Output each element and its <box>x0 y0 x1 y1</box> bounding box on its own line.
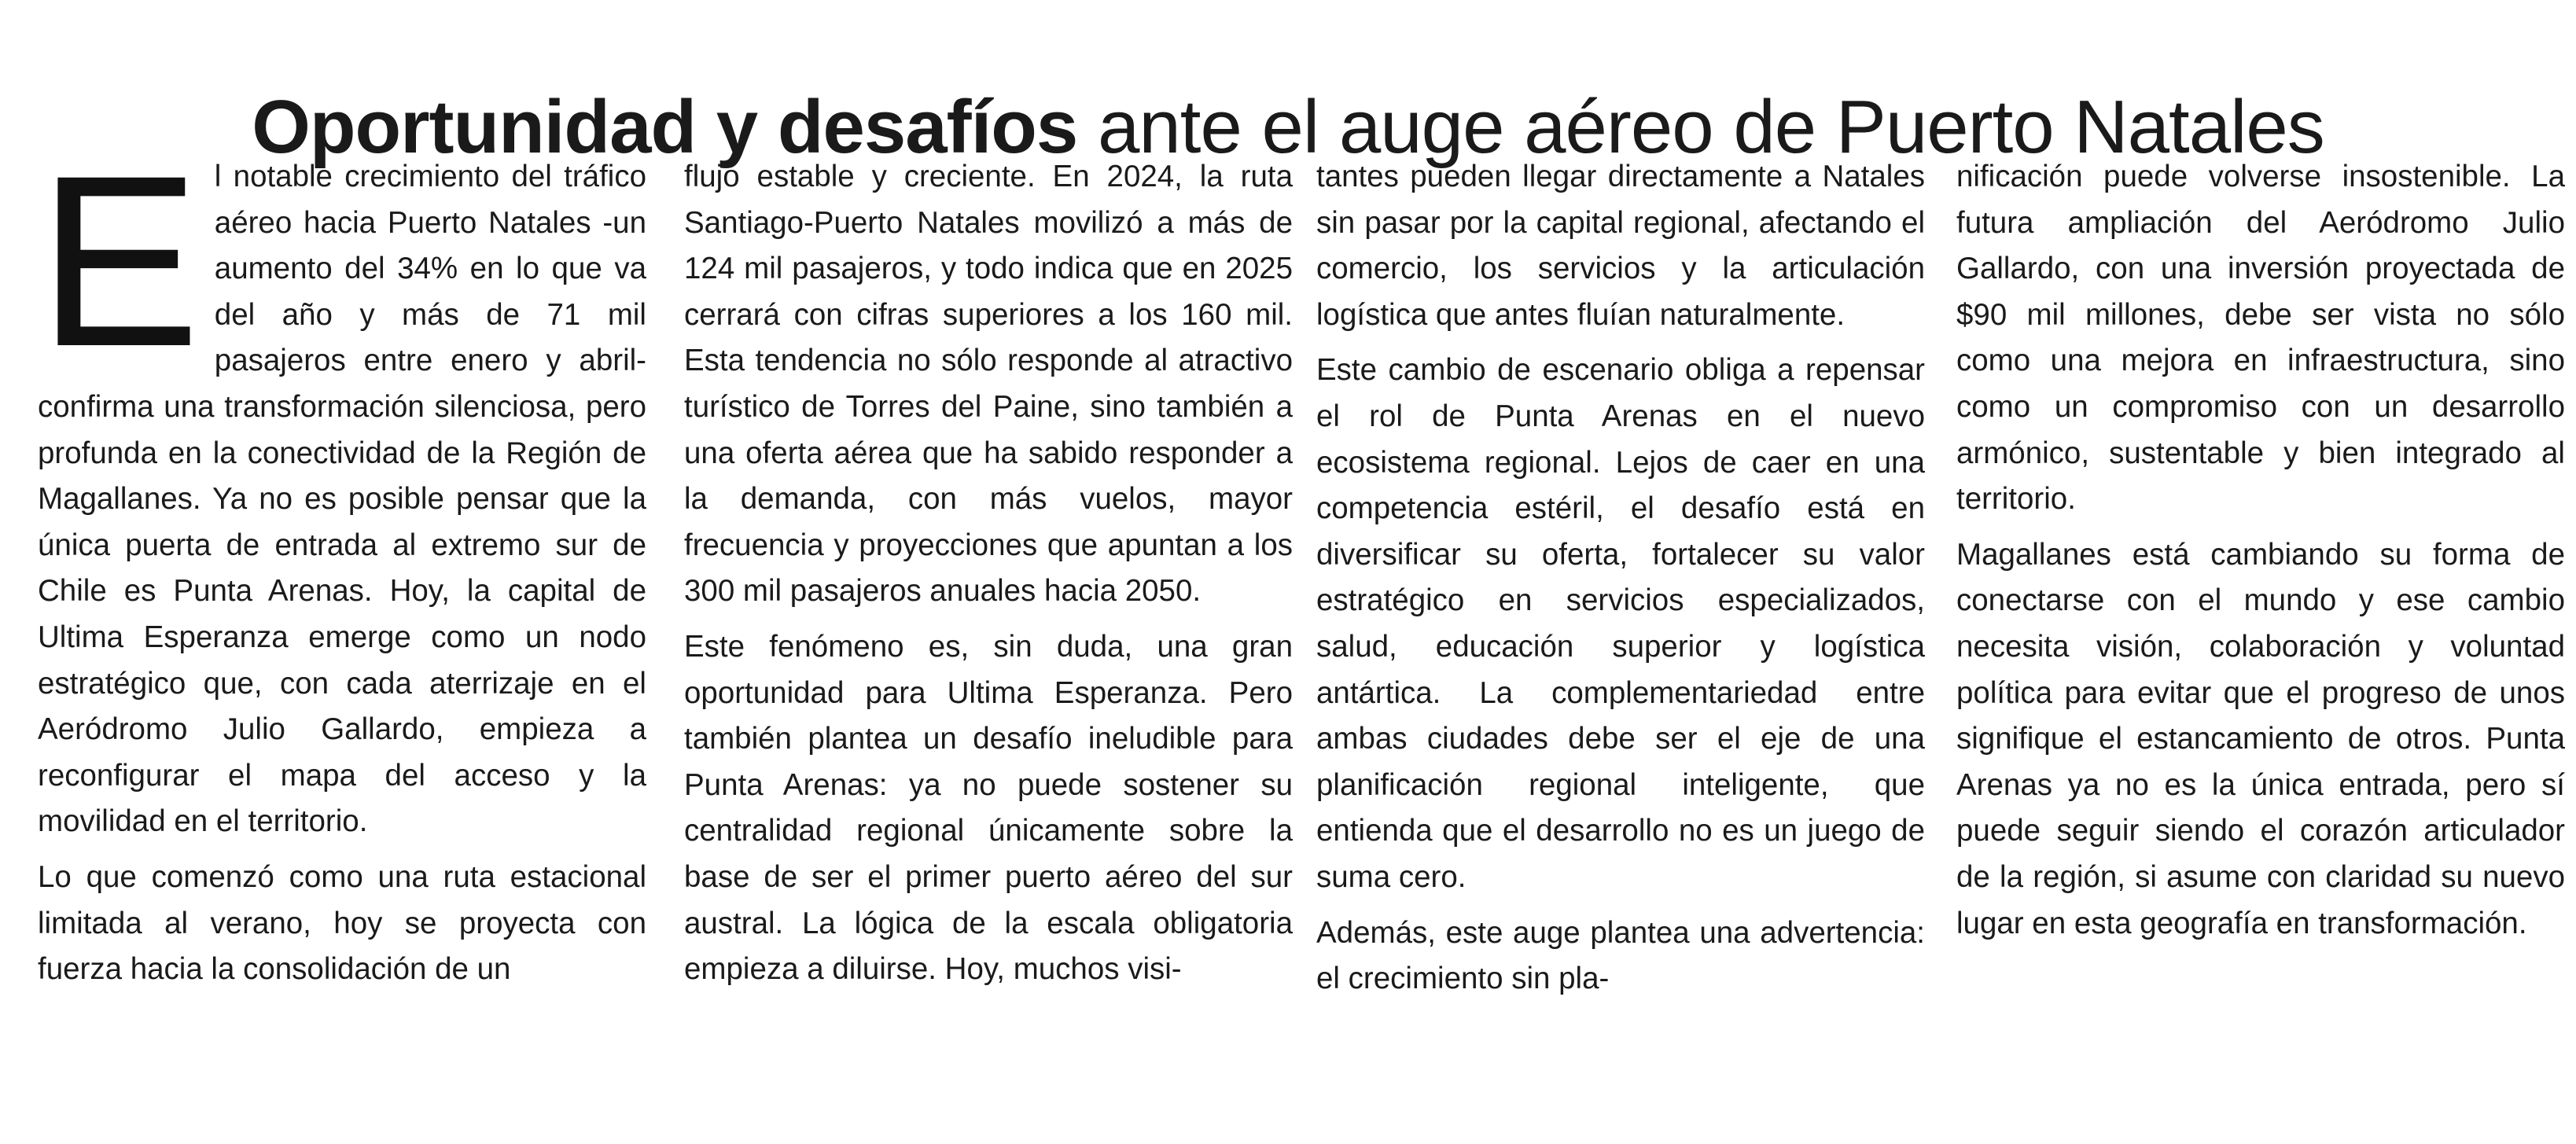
paragraph: Este fenómeno es, sin duda, una gran oportunidad para Ultima Esperanza. Pero también plantea un desafío ineludible para Punta Arenas: ya no puede sostener su centralidad regional únicamente sobre la base de ser el primer puerto aéreo del sur austral. La lógica de la escala obligatoria empieza a diluirse. Hoy, muchos visi- <box>684 629 1293 987</box>
paragraph: nificación puede volverse insostenible. La futura ampliación del Aeródromo Julio Gallardo, con una inversión proyectada de $90 mil millones, debe ser vista no sólo como una mejora en infraestructura, sino como un compromiso con un desarrollo armónico, sustentable y bien integrado al territorio. <box>1956 160 2565 517</box>
paragraph: Este cambio de escenario obliga a repensar el rol de Punta Arenas en el nuevo ecosistema regional. Lejos de caer en una competencia estéril, el desafío está en diversificar su oferta, fortalecer su valor estratégico en servicios especializados, salud, educación superior y logística antártica. La complementariedad entre ambas ciudades debe ser el eje de una planificación regional inteligente, que entienda que el desarrollo no es un juego de suma cero. <box>1316 353 1925 894</box>
article-column-4 <box>1956 154 2565 1129</box>
paragraph: l notable crecimiento del tráfico aéreo hacia Puerto Natales -un aumento del 34% en lo que va del año y más de 71 mil pasajeros entre enero y abril- confirma una transformación silenciosa, pero profunda en la conectividad de la Región de Magallanes. Ya no es posible pensar que la única puerta de entrada al extremo sur de Chile es Punta Arenas. Hoy, la capital de Ultima Esperanza emerge como un nodo estratégico que, con cada aterrizaje en el Aeródromo Julio Gallardo, empieza a reconfigurar el mapa del acceso y la movilidad en el territorio. <box>38 160 646 839</box>
article-column-1 <box>38 154 646 1129</box>
drop-cap: E <box>38 154 201 397</box>
paragraph: tantes pueden llegar directamente a Natales sin pasar por la capital regional, afectando el comercio, los servicios y la articulación logística que antes fluían naturalmente. <box>1316 160 1925 332</box>
paragraph: flujo estable y creciente. En 2024, la ruta Santiago-Puerto Natales movilizó a más de 124 mil pasajeros, y todo indica que en 2025 cerrará con cifras superiores a los 160 mil. Esta tendencia no sólo responde al atractivo turístico de Torres del Paine, sino también a una oferta aérea que ha sabido responder a la demanda, con más vuelos, mayor frecuencia y proyecciones que apuntan a los 300 mil pasajeros anuales hacia 2050. <box>684 160 1293 609</box>
article-column-2 <box>684 154 1293 1129</box>
article-column-3 <box>1316 154 1925 1129</box>
paragraph: Magallanes está cambiando su forma de conectarse con el mundo y ese cambio necesita visión, colaboración y voluntad política para evitar que el progreso de unos signifique el estancamiento de otros. Punta Arenas ya no es la única entrada, pero sí puede seguir siendo el corazón articulador de la región, si asume con claridad su nuevo lugar en esta geografía en transformación. <box>1956 537 2565 940</box>
headline-bold: Oportunidad y desafíos <box>252 85 1078 170</box>
headline-light: ante el auge aéreo de Puerto Natales <box>1077 85 2324 170</box>
paragraph: Además, este auge plantea una advertencia: el crecimiento sin pla- <box>1316 915 1925 996</box>
paragraph: Lo que comenzó como una ruta estacional limitada al verano, hoy se proyecta con fuerza hacia la consolidación de un <box>38 859 646 987</box>
